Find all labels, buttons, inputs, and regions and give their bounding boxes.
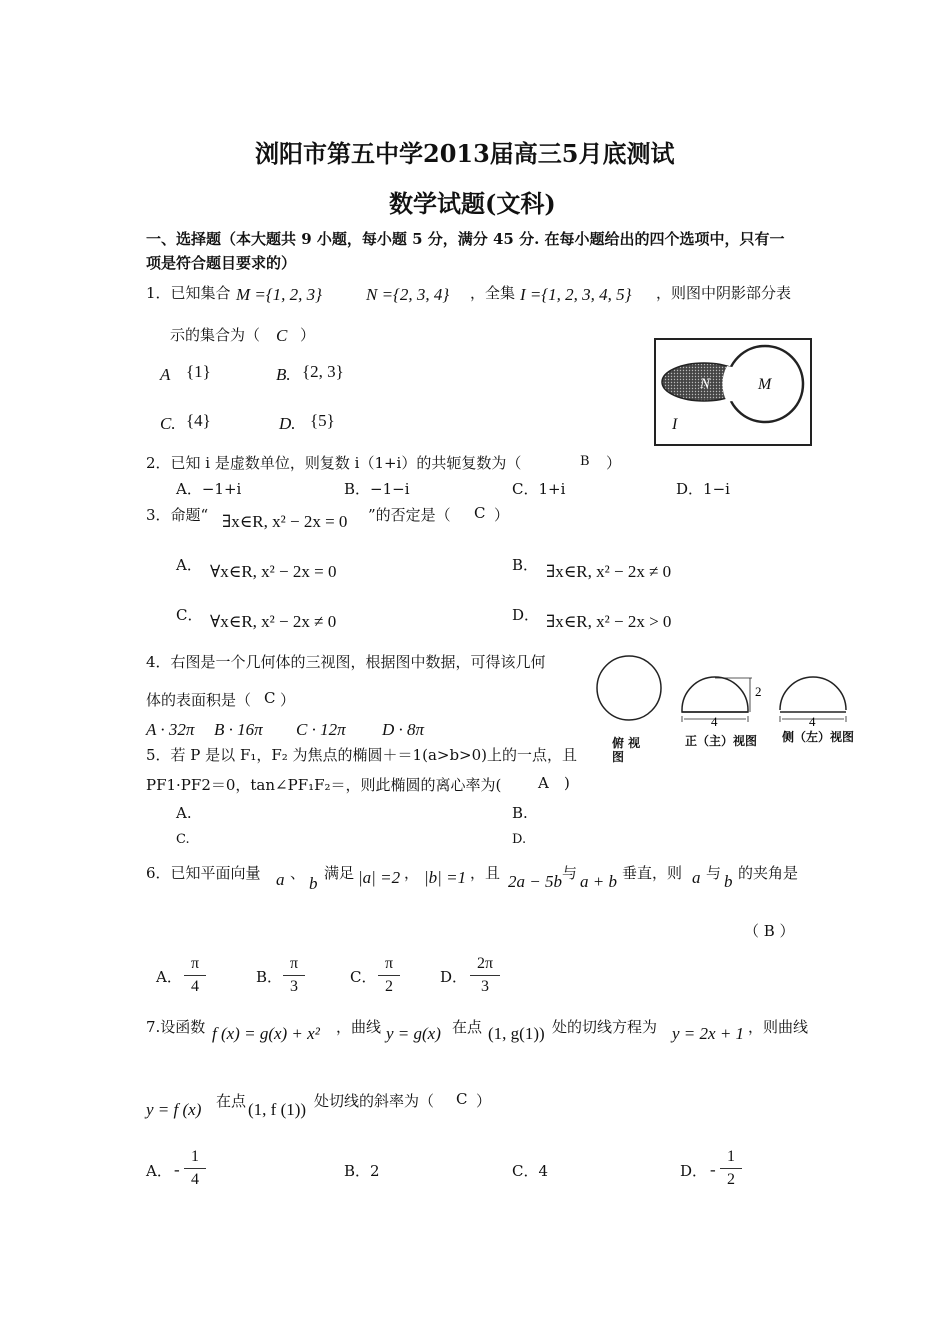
q2-stem: 2．已知 i 是虚数单位，则复数 i（1+i）的共轭复数为（ [146,454,522,472]
q1-option-b-label: B. [276,365,291,384]
q6-perp: 垂直，则 [622,864,683,882]
q2-option-b: B．−1−i [344,480,410,498]
q7-slope: 处切线的斜率为（ [314,1092,435,1110]
dim-width-front: 4 [711,714,718,729]
side-view-shape [780,677,846,710]
q7-close: ） [476,1092,492,1110]
q6-vec-a2: a [692,868,701,887]
q1-stem-line2: 示的集合为（ [170,326,261,344]
side-view-label: 侧（左）视图 [782,730,855,744]
q6-angle: 的夹角是 [738,864,799,882]
q7-f-def: f (x) = g(x) + x² [212,1024,320,1043]
q2-option-d: D．1−i [676,480,730,498]
q7-point1: (1, g(1)) [488,1024,545,1043]
q6-option-c-label: C． [350,968,377,986]
venn-label-n: N [700,376,711,392]
q7-option-b: B．2 [344,1162,380,1180]
q6-vec-b: b [309,874,318,893]
q1-option-d-label: D. [279,414,296,433]
q4-option-d: D · 8π [382,720,425,739]
q6-expr2: a + b [580,872,617,891]
top-view-label: 俯 视 图 [612,736,641,764]
q5-option-c: C. [176,832,190,847]
q3-stem-math: ∃x∈R, x² − 2x = 0 [222,512,348,531]
page-title: 浏阳市第五中学2013届高三5月底测试 [255,139,675,168]
q6-cond2: |b| =1 [424,868,467,887]
front-view-label: 正（主）视图 [685,734,758,748]
q6-stem-pre: 6．已知平面向量 [146,864,261,882]
q1-set-i: I ={1, 2, 3, 4, 5} [520,285,632,304]
q5-option-d: D. [512,832,527,847]
q7-option-a-sign: - [174,1160,180,1179]
q3-option-a: ∀x∈R, x² − 2x = 0 [210,562,337,581]
q6-expr1: 2a − 5b [508,872,562,891]
q6-option-b-frac: $\frac{\pi}{3}$ [283,955,305,996]
q7-then: ，则曲线 [748,1018,809,1036]
q4-answer: C [264,689,276,707]
q1-option-a: {1} [186,362,211,381]
q5-stem: 5．若 P 是以 F₁，F₂ 为焦点的椭圆＋＝1(a>b>0)上的一点，且 [146,746,578,764]
q3-answer: C [474,504,486,522]
q4-close: ） [280,691,296,709]
q7-stem-pre: 7.设函数 [146,1018,206,1036]
top-view-circle [597,656,661,720]
q3-option-d: ∃x∈R, x² − 2x > 0 [546,612,672,631]
q7-option-a-label: A． [146,1162,172,1180]
q5-answer: A [538,774,549,792]
q6-vec-a: a [276,870,285,889]
q4-option-b: B · 16π [214,720,263,739]
q2-option-c: C．1+i [512,480,566,498]
q6-cond-pre: 满足 [324,864,355,882]
q6-with2: 与 [706,864,722,882]
q1-stem: 1．已知集合 [146,284,231,302]
q1-option-c-label: C. [160,414,176,433]
q6-option-a-label: A． [156,968,182,986]
q3-option-c: ∀x∈R, x² − 2x ≠ 0 [210,612,337,631]
dim-height: 2 [755,684,762,699]
q3-option-b-label: B． [512,556,539,574]
q7-option-a-frac: $\frac{1}{4}$ [184,1148,206,1189]
q7-answer: C [456,1090,468,1108]
q1-universe-label: ，全集 [470,284,516,302]
q7-option-c: C．4 [512,1162,549,1180]
q1-close: ） [300,326,316,344]
q4-option-c: C · 12π [296,720,346,739]
q7-curve: ，曲线 [336,1018,382,1036]
q6-option-c-frac: $\frac{\pi}{2}$ [378,955,400,996]
q4-option-a: A · 32π [146,720,195,739]
q2-option-a: A．−1+i [176,480,242,498]
q6-with: 与 [562,864,578,882]
q5-close: ) [564,774,570,792]
q4-stem: 4．右图是一个几何体的三视图，根据图中数据，可得该几何 [146,653,546,671]
q1-option-b: {2, 3} [302,362,344,381]
q1-answer: C [276,326,288,345]
q3-stem-post: ”的否定是（ [368,506,451,524]
q7-at-point: 在点 [452,1018,483,1036]
q6-comma: ， [404,864,420,882]
q7-option-d-label: D． [680,1162,708,1180]
venn-label-m: M [758,376,772,393]
q5-option-a: A. [176,804,192,822]
dim-width-side: 4 [809,714,816,729]
q6-sep: 、 [290,864,306,882]
q2-answer: B [580,454,590,469]
q3-stem-pre: 3．命题“ [146,506,209,524]
q3-option-b: ∃x∈R, x² − 2x ≠ 0 [546,562,672,581]
q1-stem-tail: ，则图中阴影部分表 [656,284,792,302]
q3-option-d-label: D． [512,606,540,624]
q6-cond1: |a| =2 [358,868,401,887]
q6-vec-b2: b [724,872,733,891]
q6-option-a-frac: $\frac{\pi}{4}$ [184,955,206,996]
page-subtitle: 数学试题(文科) [389,189,556,218]
section-heading-cont: 项是符合题目要求的） [146,254,297,272]
q6-answer: （ B ） [744,922,795,940]
q2-close: ） [606,454,622,472]
q1-option-a-label: A [160,365,171,384]
q1-option-c: {4} [186,411,211,430]
q6-option-d-frac: $\frac{2\pi}{3}$ [470,955,500,996]
q7-option-d-frac: $\frac{1}{2}$ [720,1148,742,1189]
q3-close: ） [494,506,510,524]
q3-option-a-label: A． [176,556,202,574]
q7-tangent: 处的切线方程为 [552,1018,658,1036]
section-heading: 一、选择题（本大题共 9 小题，每小题 5 分，满分 45 分. 在每小题给出的四个选项中，只有一 [146,230,785,248]
front-view-shape [682,677,748,712]
q6-and: ，且 [470,864,501,882]
q1-option-d: {5} [310,411,335,430]
venn-diagram [652,336,814,448]
q5-option-b: B. [512,804,528,822]
q7-tangent-eq: y = 2x + 1 [672,1024,745,1043]
q5-stem-line2: PF1·PF2＝0，tan∠PF₁F₂＝，则此椭圆的离心率为( [146,776,502,794]
q6-option-d-label: D． [440,968,468,986]
q1-set-m: M ={1, 2, 3} [236,285,322,304]
q7-curve-eq: y = g(x) [386,1024,441,1043]
q3-option-c-label: C． [176,606,203,624]
q7-point2: (1, f (1)) [248,1100,307,1119]
q7-curve2-eq: y = f (x) [146,1100,202,1119]
q1-set-n: N ={2, 3, 4} [366,285,450,304]
q7-at-point2: 在点 [216,1092,247,1110]
venn-label-i: I [672,416,678,433]
q6-option-b-label: B． [256,968,283,986]
q7-option-d-sign: - [710,1160,716,1179]
q4-stem-line2: 体的表面积是（ [146,691,252,709]
